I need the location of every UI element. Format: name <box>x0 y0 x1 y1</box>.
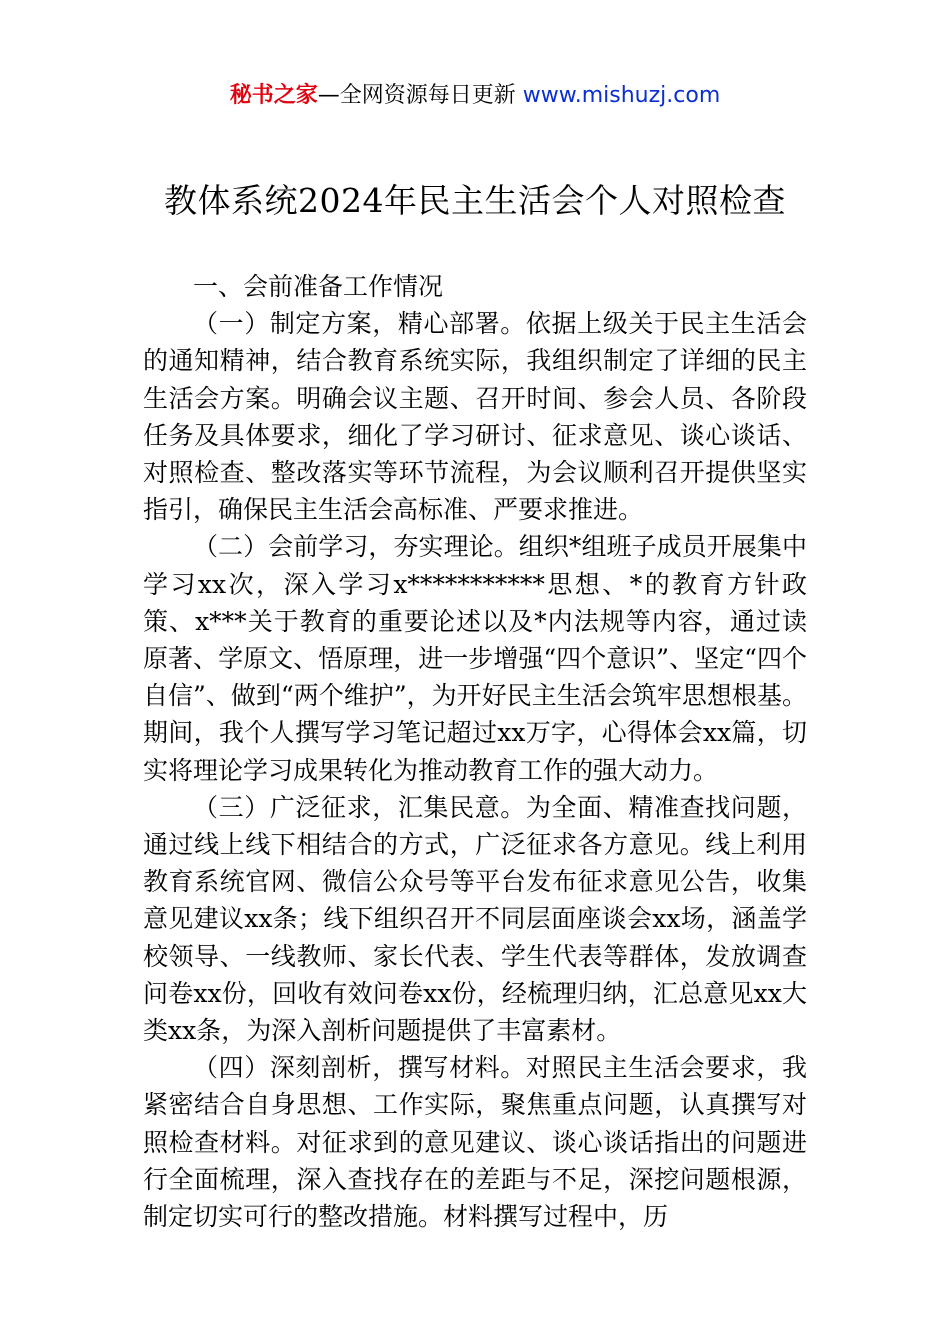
site-header <box>0 78 950 114</box>
paragraph-1: （一）制定方案，精心部署。依据上级关于民主生活会的通知精神，结合教育系统实际，我组织制定了详细的民主生活会方案。明确会议主题、召开时间、参会人员、各阶段任务及具体要求，细化了学习研讨、征求意见、谈心谈话、对照检查、整改落实等环节流程，为会议顺利召开提供坚实指引，确保民主生活会高标准、严要求推进。 <box>143 309 807 525</box>
document-title: 教体系统2024年民主生活会个人对照检查 <box>164 181 786 220</box>
paragraph-3: （三）广泛征求，汇集民意。为全面、精准查找问题，通过线上线下相结合的方式，广泛征求各方意见。线上利用教育系统官网、微信公众号等平台发布征求意见公告，收集意见建议xx条；线下组织召开不同层面座谈会xx场，涵盖学校领导、一线教师、家长代表、学生代表等群体，发放调查问卷xx份，回收有效问卷xx份，经梳理归纳，汇总意见xx大类xx条，为深入剖析问题提供了丰富素材。 <box>143 792 807 1046</box>
section-heading: 一、会前准备工作情况 <box>193 272 444 301</box>
paragraph-4: （四）深刻剖析，撰写材料。对照民主生活会要求，我紧密结合自身思想、工作实际，聚焦重点问题，认真撰写对照检查材料。对征求到的意见建议、谈心谈话指出的问题进行全面梳理，深入查找存在的差距与不足，深挖问题根源，制定切实可行的整改措施。材料撰写过程中，历 <box>143 1053 807 1232</box>
site-tagline: —全网资源每日更新 <box>317 83 523 108</box>
site-brand: 秘书之家 <box>229 83 318 108</box>
document-body <box>143 268 807 1235</box>
paragraph-2: （二）会前学习，夯实理论。组织*组班子成员开展集中学习xx次，深入学习x***********思想、*的教育方针政策、x***关于教育的重要论述以及*内法规等内容，通过读原著、学原文、悟原理，进一步增强“四个意识”、坚定“四个自信”、做到“两个维护”，为开好民主生活会筑牢思想根基。期间，我个人撰写学习笔记超过xx万字，心得体会xx篇，切实将理论学习成果转化为推动教育工作的强大动力。 <box>143 532 807 785</box>
site-url-link[interactable]: www.mishuzj.com <box>522 83 721 108</box>
